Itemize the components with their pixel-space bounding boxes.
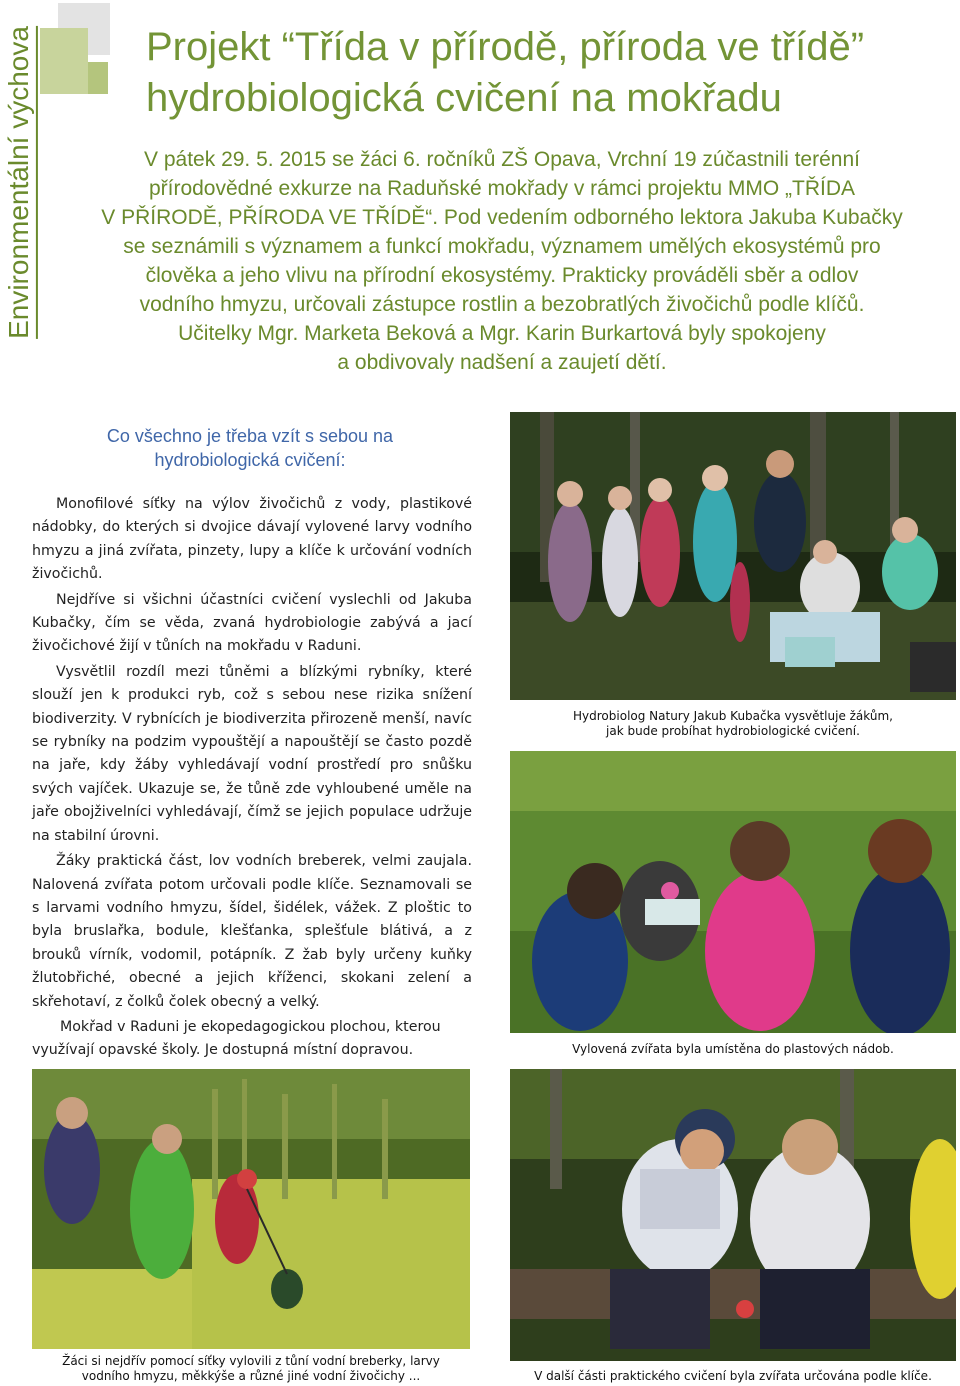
photo-caption bbox=[510, 1042, 956, 1057]
intro-line: člověka a jeho vlivu na přírodní ekosystémy. Prakticky prováděli sběr a odlov bbox=[145, 264, 859, 287]
section-heading-line-1: Co všechno je třeba vzít s sebou na bbox=[106, 426, 394, 446]
intro-line: přírodovědné exkurze na Raduňské mokřady v rámci projektu MMO „TŘÍDA bbox=[148, 177, 856, 200]
intro-paragraph bbox=[62, 145, 942, 377]
article-body bbox=[32, 493, 472, 1063]
body-paragraph: Vysvětlil rozdíl mezi tůněmi a blízkými rybníky, které slouží jen k produkci ryb, což s sebou nese rizika snížení biodiverzity. V rybnících je biodiverzita přirozeně menší, navíc se rybníky na podzim vypouštějí a napouštějí se často pozdě na jaře, kdy žáby vyhledávají vodní prostředí pro snůšku svých vajíček. Ukazuje se, že tůně zde vyhloubené uměle na jaře obojživelníci vyhledávají, čímž se jejich populace udržuje na stabilní úrovni. bbox=[32, 663, 472, 844]
intro-line: a obdivovaly nadšení a zaujetí dětí. bbox=[337, 351, 667, 374]
photo-caption bbox=[510, 709, 956, 739]
body-paragraph: Mokřad v Raduni je ekopedagogickou plochou, kterou využívají opavské školy. Je dostupná místní dopravou. bbox=[32, 1018, 441, 1059]
side-label-text: Environmentální výchova bbox=[3, 26, 38, 339]
page-title bbox=[146, 22, 946, 124]
photo-boys-with-key bbox=[510, 1069, 956, 1361]
body-paragraph: Nejdříve si všichni účastníci cvičení vyslechli od Jakuba Kubačky, čím se věda, zvaná hydrobiologie zabývá a jací živočichové žijí v tůních na mokřadu v Raduni. bbox=[32, 591, 472, 655]
caption-line: vodního hmyzu, měkkýše a různé jiné vodní živočichy ... bbox=[81, 1369, 421, 1383]
photo-pond-netting bbox=[32, 1069, 470, 1349]
title-line-2: hydrobiologická cvičení na mokřadu bbox=[146, 76, 782, 120]
caption-line: V další části praktického cvičení byla zvířata určována podle klíče. bbox=[534, 1369, 932, 1383]
photo-caption bbox=[510, 1369, 956, 1384]
body-paragraph: Monofilové síťky na výlov živočichů z vody, plastikové nádobky, do kterých si dvojice dávají vylovené larvy vodního hmyzu a jiná zvířata, pinzety, lupy a klíče k určování vodních živočichů. bbox=[32, 496, 472, 583]
intro-line: V PŘÍRODĚ, PŘÍRODA VE TŘÍDĚ“. Pod vedením odborného lektora Jakuba Kubačky bbox=[101, 206, 903, 229]
decor-square-dark-green bbox=[88, 62, 108, 94]
side-label bbox=[0, 0, 40, 364]
intro-line: vodního hmyzu, určovali zástupce rostlin a bezobratlých živočichů podle klíčů. bbox=[139, 293, 865, 316]
intro-line: V pátek 29. 5. 2015 se žáci 6. ročníků ZŠ Opava, Vrchní 19 zúčastnili terénní bbox=[144, 148, 860, 171]
decor-square-green bbox=[40, 28, 88, 94]
caption-line: Hydrobiolog Natury Jakub Kubačka vysvětluje žákům, bbox=[573, 709, 893, 723]
photo-caption bbox=[32, 1354, 470, 1384]
section-heading-line-2: hydrobiologická cvičení: bbox=[154, 450, 346, 470]
caption-line: Vylovená zvířata byla umístěna do plastových nádob. bbox=[572, 1042, 894, 1056]
title-line-1: Projekt “Třída v přírodě, příroda ve třídě” bbox=[146, 25, 865, 69]
caption-line: Žáci si nejdřív pomocí síťky vylovili z tůní vodní breberky, larvy bbox=[62, 1354, 440, 1368]
caption-line: jak bude probíhat hydrobiologické cvičení. bbox=[606, 724, 860, 738]
section-heading bbox=[40, 424, 460, 472]
photo-forest-group bbox=[510, 412, 956, 700]
body-paragraph: Žáky praktická část, lov vodních breberek, velmi zaujala. Nalovená zvířata potom určovali podle klíče. Seznamovali se s larvami vodního hmyzu, šídel, šidélek, vážek. Z ploštic to byla bruslařka, bodule, klešťanka, splešťule blátivá, a z brouků vírník, vodomil, potápník. Z žab byly určeny kuňky žlutobřiché, obecné a jejich kříženci, skokani zelení a skřehotaví, z čolků čolek obecný a velký. bbox=[32, 853, 472, 1010]
intro-line: se seznámili s významem a funkcí mokřadu, významem umělých ekosystémů pro bbox=[123, 235, 881, 258]
intro-line: Učitelky Mgr. Marketa Beková a Mgr. Karin Burkartová byly spokojeny bbox=[178, 322, 826, 345]
photo-kids-in-grass bbox=[510, 751, 956, 1033]
